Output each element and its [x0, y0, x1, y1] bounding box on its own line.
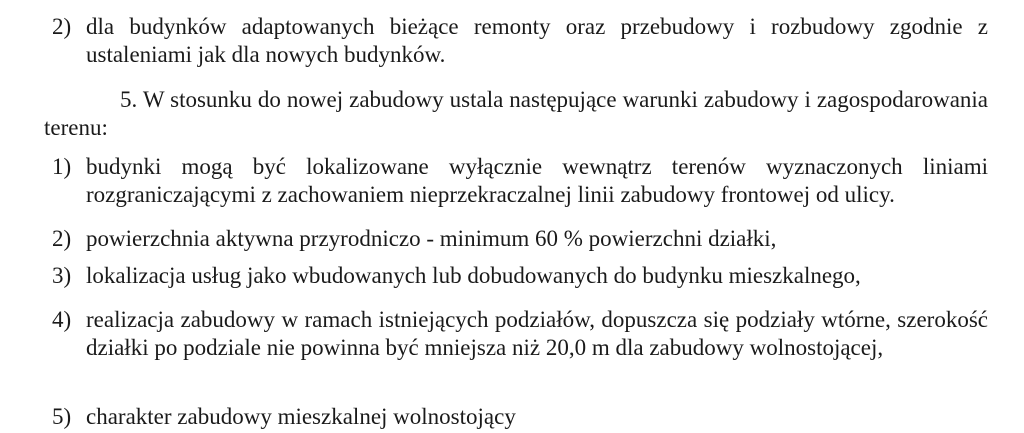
list-item-number: 4): [52, 307, 72, 332]
list-item-2: [52, 225, 988, 253]
list-item-number: 3): [52, 263, 72, 288]
list-item-text: realizacja zabudowy w ramach istniejących podziałów, dopuszcza się podziały wtórne, szerokość działki po podziale nie powinna być mniejsza niż 20,0 m dla zabudowy wolnostojącej,: [86, 307, 988, 360]
list-item-text: charakter zabudowy mieszkalnej wolnostojący: [86, 404, 516, 429]
list-item-text: powierzchnia aktywna przyrodniczo - minimum 60 % powierzchni działki,: [86, 226, 777, 251]
list-item-3: [52, 262, 988, 290]
list-item-5: [52, 403, 988, 431]
list-item-prev-2: [52, 13, 988, 69]
list-item-text: budynki mogą być lokalizowane wyłącznie wewnątrz terenów wyznaczonych liniami rozgraniczającymi z zachowaniem nieprzekraczalnej linii zabudowy frontowej od ulicy.: [86, 154, 988, 207]
list-item-number: 5): [52, 404, 72, 429]
list-item-number: 2): [52, 226, 72, 251]
list-item-number: 2): [52, 14, 72, 39]
section-5-paragraph: 5. W stosunku do nowej zabudowy ustala następujące warunki zabudowy i zagospodarowania terenu:: [44, 87, 988, 140]
list-item-1: [52, 153, 988, 209]
list-item-4: [52, 306, 988, 362]
list-item-number: 1): [52, 154, 72, 179]
list-item-text: dla budynków adaptowanych bieżące remonty oraz przebudowy i rozbudowy zgodnie z ustaleniami jak dla nowych budynków.: [86, 14, 988, 67]
list-item-text: lokalizacja usług jako wbudowanych lub dobudowanych do budynku mieszkalnego,: [86, 263, 861, 288]
